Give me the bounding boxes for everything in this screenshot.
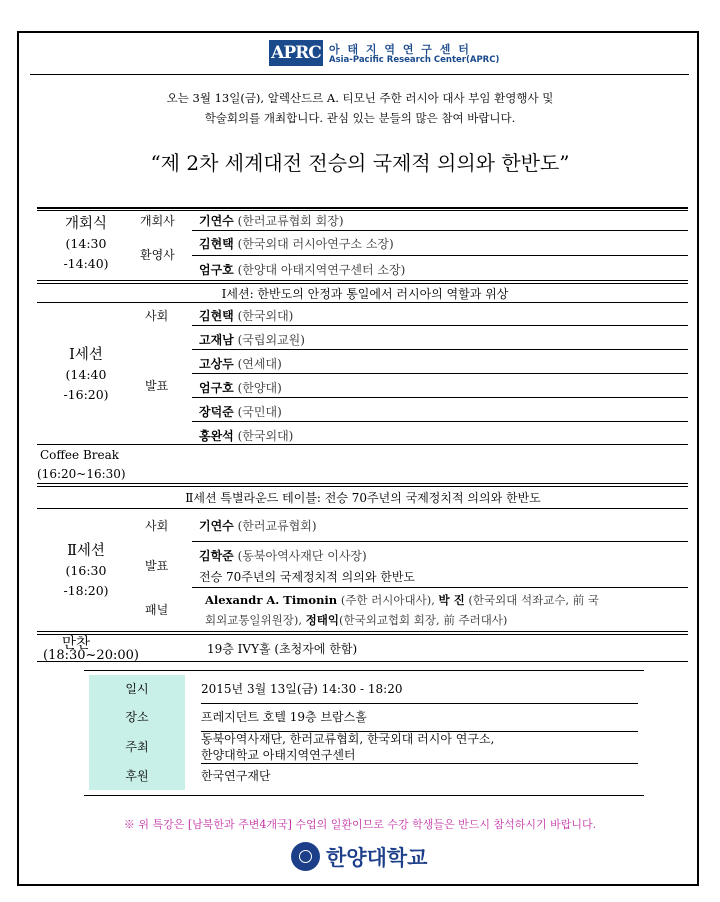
- hanyang-logo-name: 한양대학교: [326, 846, 428, 870]
- aprc-logo-name-en: Asia-Pacific Research Center(APRC): [329, 55, 500, 65]
- opening-time-end: -14:40): [63, 256, 109, 271]
- info-row-divider: [201, 731, 638, 732]
- session2-presenter-role: 발표: [145, 559, 169, 573]
- session1-presenter: 고재남 (국립외교원): [199, 333, 305, 347]
- event-info: [89, 675, 638, 790]
- aprc-logo: [269, 40, 500, 68]
- dinner-detail: 19층 IVY홀 (초청자에 한함): [207, 642, 358, 656]
- session2-panel-line-2: 회외교통일위원장), 정태익(한국외교협회 회장, 前 주러대사): [205, 613, 508, 627]
- row-divider: [37, 444, 688, 445]
- row-divider: [37, 302, 688, 303]
- row-divider: [37, 283, 688, 284]
- hanyang-logo: [291, 840, 451, 874]
- dinner-time: (18:30~20:00): [43, 648, 139, 663]
- row-divider: [192, 587, 688, 588]
- session1-name: Ⅰ세션: [69, 347, 103, 363]
- aprc-logo-mark: APRC: [269, 40, 323, 66]
- opening-speaker: 기연수 (한러교류협회 회장): [199, 214, 344, 228]
- info-row-divider: [201, 703, 638, 704]
- row-divider: [192, 397, 688, 398]
- row-divider: [192, 421, 688, 422]
- welcome-speaker: 김현택 (한국외대 러시아연구소 소장): [199, 237, 394, 251]
- session1-moderator: 김현택 (한국외대): [199, 309, 294, 323]
- session2-presenter-topic: 전승 70주년의 국제정치적 의의와 한반도: [199, 570, 416, 584]
- session2-moderator-role: 사회: [145, 519, 169, 533]
- row-divider: [37, 483, 688, 484]
- session2-moderator: 기연수 (한러교류협회): [199, 519, 317, 533]
- session2-time-end: -18:20): [63, 583, 109, 598]
- session2-panel-role: 패널: [145, 603, 169, 617]
- session1-block: [38, 345, 134, 405]
- row-divider: [37, 508, 688, 509]
- info-top-border: [84, 670, 644, 671]
- session2-presenter: 김학준 (동북아역사재단 이사장): [199, 549, 367, 563]
- session2-panel-line-1: Alexandr A. Timonin (주한 러시아대사), 박 진 (한국외대 석좌교수, 前 국: [205, 593, 600, 607]
- row-divider: [192, 541, 688, 542]
- row-divider: [37, 486, 688, 487]
- intro-line-2: 학술회의를 개최합니다. 관심 있는 분들의 많은 참여 바랍니다.: [204, 111, 516, 125]
- row-divider: [192, 349, 688, 350]
- info-row-divider: [201, 763, 638, 764]
- info-label-host: 주최: [89, 731, 185, 763]
- info-value-host: 동북아역사재단, 한러교류협회, 한국외대 러시아 연구소,: [201, 732, 495, 746]
- info-value-host-line-2: 한양대학교 아태지역연구센터: [201, 748, 356, 762]
- session2-header: Ⅱ세션 특별라운드 테이블: 전승 70주년의 국제정치적 의의와 한반도: [185, 491, 541, 505]
- coffee-break-time: (16:20~16:30): [37, 467, 126, 481]
- coffee-break-label: Coffee Break: [40, 448, 120, 462]
- session1-moderator-role: 사회: [145, 309, 169, 323]
- session1-presenter: 고상두 (연세대): [199, 357, 282, 371]
- event-title: “제 2차 세계대전 전승의 국제적 의의와 한반도”: [150, 151, 570, 175]
- session1-presenter: 장덕준 (국민대): [199, 405, 282, 419]
- info-value-venue: 프레지던트 호텔 19층 브람스홀: [201, 710, 367, 724]
- welcome-role: 환영사: [140, 248, 175, 262]
- session1-presenter: 엄구호 (한양대): [199, 381, 282, 395]
- info-label-date: 일시: [89, 675, 185, 703]
- session2-name: Ⅱ세션: [67, 543, 105, 559]
- aprc-logo-name-ko: 아 태 지 역 연 구 센 터: [329, 43, 471, 56]
- row-divider: [192, 230, 688, 231]
- hanyang-seal-icon: [291, 842, 320, 871]
- row-divider: [192, 373, 688, 374]
- row-divider: [192, 255, 688, 256]
- row-divider: [37, 280, 688, 281]
- info-value-date: 2015년 3월 13일(금) 14:30 - 18:20: [201, 682, 403, 696]
- intro-line-1: 오는 3월 13일(금), 알렉산드르 A. 티모닌 주한 러시아 대사 부임 환영행사 및: [166, 91, 554, 105]
- info-value-sponsor: 한국연구재단: [201, 769, 271, 783]
- row-divider: [37, 631, 688, 632]
- session1-time-end: -16:20): [63, 387, 109, 402]
- opening-name: 개회식: [64, 216, 108, 232]
- table-top-border-inner: [37, 210, 688, 211]
- info-label-venue: 장소: [89, 703, 185, 731]
- session1-header: Ⅰ세션: 한반도의 안정과 통일에서 러시아의 역할과 위상: [221, 287, 509, 301]
- session1-time-start: (14:40: [65, 367, 107, 382]
- row-divider: [192, 325, 688, 326]
- opening-time-start: (14:30: [65, 236, 107, 251]
- session1-presenter: 홍완석 (한국외대): [199, 429, 294, 443]
- header-divider: [30, 74, 689, 75]
- info-bottom-border: [84, 795, 644, 796]
- row-divider: [37, 634, 688, 635]
- info-label-sponsor: 후원: [89, 763, 185, 790]
- table-top-border: [37, 207, 688, 209]
- opening-role: 개회사: [140, 214, 175, 228]
- dinner-name: 만찬: [62, 636, 91, 652]
- session1-presenter-role: 발표: [145, 379, 169, 393]
- opening-session: [38, 214, 134, 274]
- welcome-speaker: 엄구호 (한양대 아태지역연구센터 소장): [199, 263, 406, 277]
- session2-block: [38, 541, 134, 601]
- session2-time-start: (16:30: [65, 563, 107, 578]
- attendance-notice: ※ 위 특강은 [남북한과 주변4개국] 수업의 일환이므로 수강 학생들은 반드시 참석하시기 바랍니다.: [123, 818, 597, 831]
